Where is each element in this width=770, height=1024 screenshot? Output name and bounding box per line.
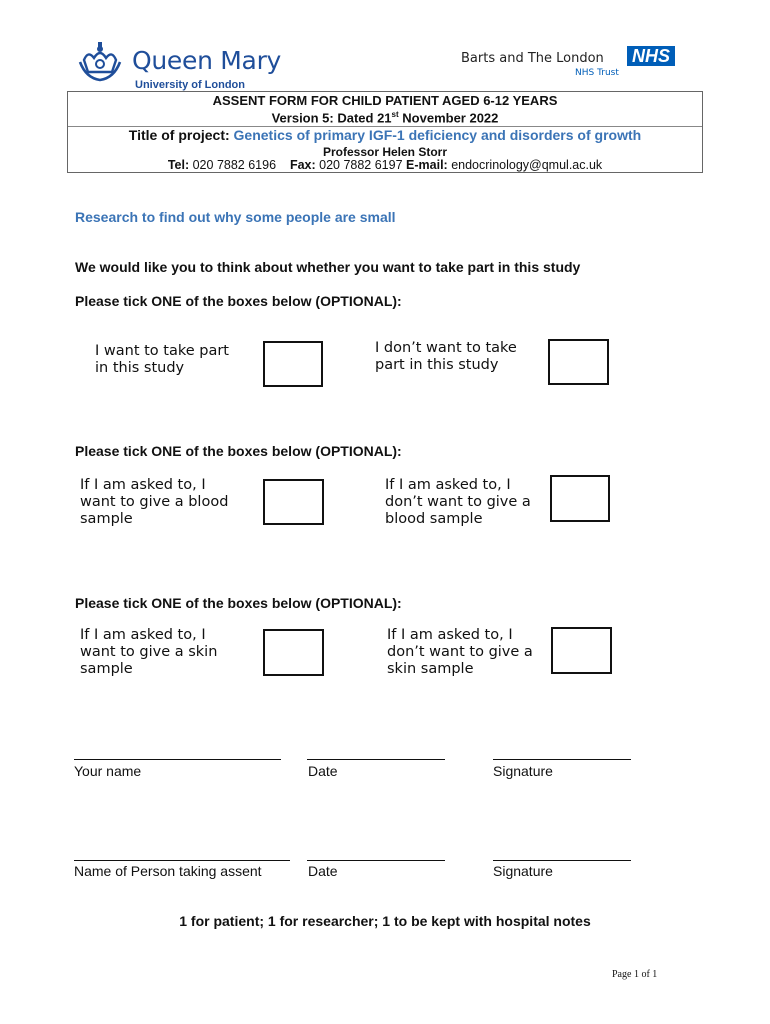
fax-label: Fax: [289, 158, 316, 172]
nhs-badge: NHS [627, 46, 675, 66]
crown-crest-icon [78, 42, 122, 82]
section-1-prompt: Please tick ONE of the boxes below (OPTIONAL): [75, 293, 402, 309]
section-1-no-label: I don’t want to take part in this study [375, 340, 517, 373]
research-heading: Research to find out why some people are small [75, 209, 396, 225]
qm-name: Queen Mary [132, 46, 282, 75]
trust-name: Barts and The London [461, 51, 604, 66]
project-value: Genetics of primary IGF-1 deficiency and disorders of growth [233, 127, 642, 143]
form-title: ASSENT FORM FOR CHILD PATIENT AGED 6-12 YEARS [212, 93, 558, 108]
header-box [67, 91, 703, 173]
intro-text: We would like you to think about whether you want to take part in this study [75, 259, 581, 275]
tel-value: 020 7882 6196 [192, 158, 277, 172]
section-3-prompt: Please tick ONE of the boxes below (OPTIONAL): [75, 595, 402, 611]
page-number: Page 1 of 1 [612, 969, 658, 980]
section-2-prompt: Please tick ONE of the boxes below (OPTIONAL): [75, 443, 402, 459]
date-label-2: Date [308, 863, 338, 879]
version-line [68, 110, 702, 125]
section-2-yes-label: If I am asked to, I want to give a blood sample [80, 477, 229, 527]
section-3-yes-checkbox[interactable] [263, 629, 324, 676]
signature-label-1: Signature [493, 763, 553, 779]
section-3-yes-label: If I am asked to, I want to give a skin sample [80, 627, 218, 677]
signature-line-1[interactable] [493, 759, 631, 760]
section-2-yes-checkbox[interactable] [263, 479, 324, 525]
project-label: Title of project: [128, 127, 230, 143]
nhs-trust-label: NHS Trust [575, 68, 619, 78]
signature-line-2[interactable] [493, 860, 631, 861]
signature-label-2: Signature [493, 863, 553, 879]
your-name-line[interactable] [74, 759, 281, 760]
queen-mary-logo [78, 42, 282, 92]
version-suffix: November 2022 [398, 110, 499, 126]
tel-label: Tel: [167, 158, 190, 172]
assent-taker-label: Name of Person taking assent [74, 863, 262, 879]
professor-name: Professor Helen Storr [322, 145, 448, 159]
copies-note: 1 for patient; 1 for researcher; 1 to be kept with hospital notes [179, 913, 591, 929]
email-value: endocrinology@qmul.ac.uk [451, 158, 603, 172]
date-line-1[interactable] [307, 759, 445, 760]
qm-subtitle: University of London [135, 79, 245, 91]
your-name-label: Your name [74, 763, 142, 779]
date-label-1: Date [308, 763, 338, 779]
version-sup: st [391, 110, 399, 119]
section-3-no-label: If I am asked to, I don’t want to give a skin sample [387, 627, 533, 677]
date-line-2[interactable] [307, 860, 445, 861]
section-2-no-checkbox[interactable] [550, 475, 610, 522]
assent-taker-line[interactable] [74, 860, 290, 861]
section-3-no-checkbox[interactable] [551, 627, 612, 674]
section-1-yes-label: I want to take part in this study [95, 343, 229, 376]
fax-value: 020 7882 6197 [319, 158, 403, 172]
section-1-yes-checkbox[interactable] [263, 341, 323, 387]
section-2-no-label: If I am asked to, I don’t want to give a blood sample [385, 477, 531, 527]
email-label: E-mail: [406, 158, 448, 172]
project-title [68, 127, 702, 143]
section-1-no-checkbox[interactable] [548, 339, 609, 385]
contact-line [68, 158, 702, 172]
version-prefix: Version 5: Dated 21 [271, 110, 392, 126]
